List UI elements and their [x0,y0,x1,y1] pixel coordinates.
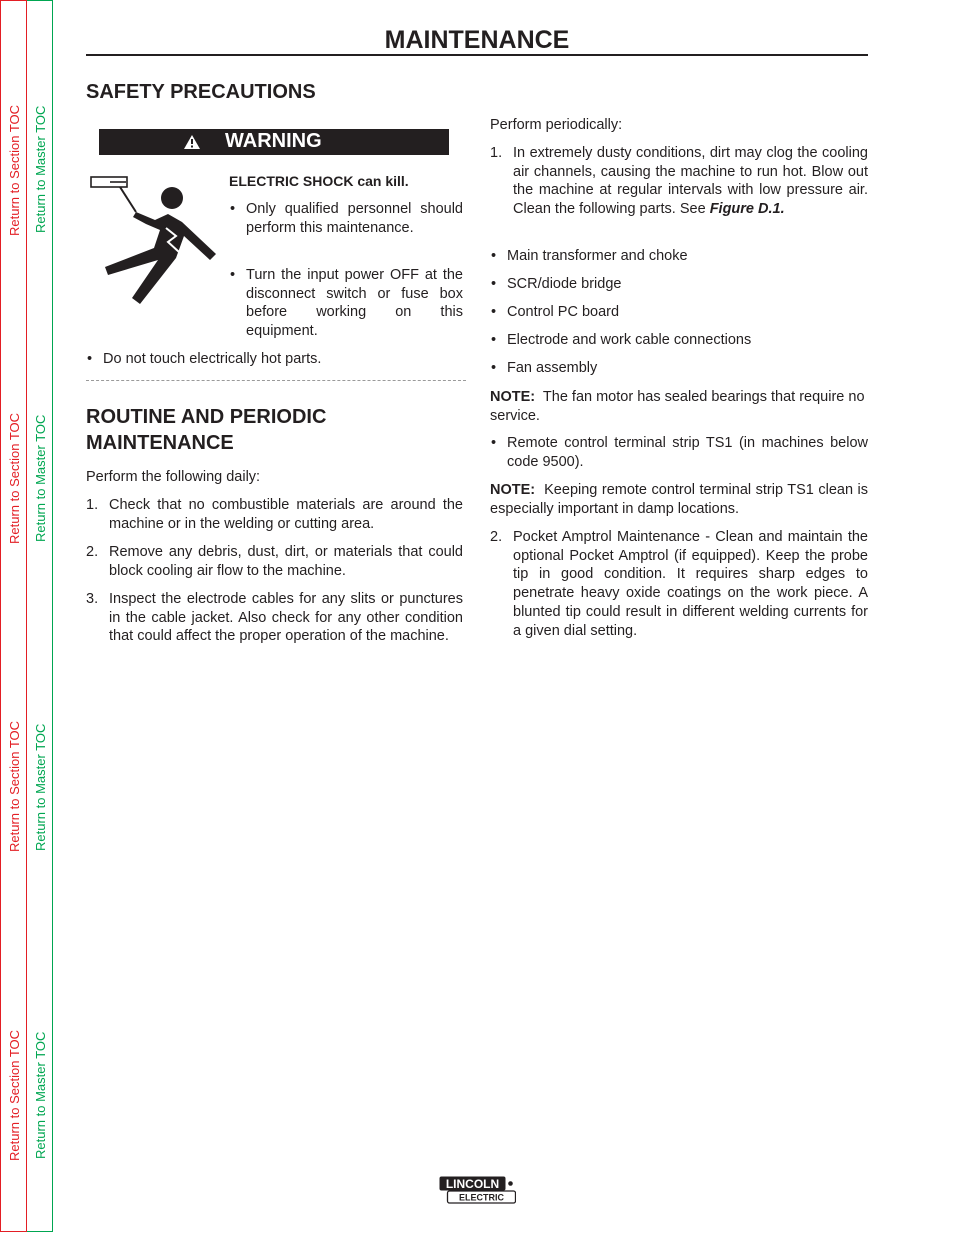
routine-heading-line-2: MAINTENANCE [86,432,234,454]
note-1-label: NOTE: [490,389,536,405]
daily-item-1-text: Check that no combustible materials are around the machine or in the welding or cutting area. [109,497,463,532]
bullet-dot: • [491,276,497,292]
periodic-item-1 [490,144,868,219]
note-1-text: The fan motor has sealed bearings that require no service. [490,389,865,424]
daily-item-2-text: Remove any debris, dust, dirt, or materials that could block cooling air flow to the machine. [109,544,463,579]
part-item-2-text: SCR/diode bridge [507,276,622,292]
note-2-label: NOTE: [490,482,536,498]
part-item-3-text: Control PC board [507,304,620,320]
note-fan-motor [490,388,868,425]
note-2-text: Keeping remote control terminal strip TS1 clean is especially important in damp locations. [490,482,869,517]
periodic-item-2-text: Pocket Amptrol Maintenance - Clean and maintain the optional Pocket Amptrol (if equipped). Keep the probe tip in good condition. It requires sharp edges to penetrate heavy oxide coatings on the work piece. A blunted tip could result in different welding currents for a given dial setting. [513,529,868,639]
safety-bullet-2 [229,266,463,341]
safety-bullet-3 [86,350,463,369]
return-to-section-toc-link-2[interactable]: Return to Section TOC [7,412,22,544]
return-to-master-toc-link-3[interactable]: Return to Master TOC [33,723,48,851]
daily-item-3-text: Inspect the electrode cables for any slits or punctures in the cable jacket. Also check for any other condition that could affect the proper operation of the machine. [109,591,463,645]
electric-shock-hazard-icon [88,172,228,307]
remote-terminal-bullet [490,434,868,471]
safety-precautions-heading: SAFETY PRECAUTIONS [86,81,316,103]
part-item-3 [490,303,867,322]
return-to-section-toc-link-3[interactable]: Return to Section TOC [7,720,22,852]
periodic-item-1-number: 1. [490,145,503,161]
daily-item-2-number: 2. [86,544,99,560]
daily-item-1 [86,496,463,533]
bullet-dot: • [491,435,497,451]
periodic-item-2-number: 2. [490,529,503,545]
part-item-5-text: Fan assembly [507,360,598,376]
title-rule [86,54,868,56]
daily-item-2 [86,543,463,580]
daily-item-3 [86,590,463,646]
return-to-section-toc-link-1[interactable]: Return to Section TOC [7,104,22,236]
return-to-section-toc-link-4[interactable]: Return to Section TOC [7,1029,22,1161]
part-item-4 [490,331,867,350]
bullet-dot: • [491,248,497,264]
part-item-4-text: Electrode and work cable connections [507,332,752,348]
routine-maintenance-heading [86,404,466,456]
logo-lincoln-text: LINCOLN [445,1177,500,1191]
bullet-dot: • [230,201,236,217]
safety-bullet-1 [229,200,463,237]
remote-terminal-text: Remote control terminal strip TS1 (in machines below code 9500). [507,435,868,470]
periodic-item-2 [490,528,868,640]
bullet-dot: • [87,351,93,367]
lincoln-electric-logo [439,1176,516,1204]
figure-d1-reference[interactable]: Figure D.1. [709,201,785,218]
return-to-master-toc-link-1[interactable]: Return to Master TOC [33,105,48,233]
part-item-2 [490,275,867,294]
part-item-1 [490,247,867,266]
warning-triangle-icon [184,135,200,149]
safety-bullet-2-text: Turn the input power OFF at the disconnect switch or fuse box before working on this equipment. [246,267,463,340]
return-to-master-toc-link-4[interactable]: Return to Master TOC [33,1031,48,1159]
daily-intro: Perform the following daily: [86,469,261,485]
periodic-item-1-text: In extremely dusty conditions, dirt may clog the cooling air channels, causing the machine to run hot. Blow out the machine at regular intervals with low pressure air. Clean the following parts. See [513,145,868,218]
part-item-1-text: Main transformer and choke [507,248,688,264]
part-item-5 [490,359,867,378]
warning-label: WARNING [225,130,322,152]
warning-banner [99,129,449,155]
daily-item-3-number: 3. [86,591,99,607]
bullet-dot: • [230,267,236,283]
safety-bullet-1-text: Only qualified personnel should perform this maintenance. [246,201,463,236]
page-title: MAINTENANCE [384,26,570,54]
safety-bullet-3-text: Do not touch electrically hot parts. [103,351,322,367]
daily-item-1-number: 1. [86,497,99,513]
note-remote-terminal [490,481,868,518]
section-divider [86,380,466,381]
electric-shock-heading: ELECTRIC SHOCK can kill. [229,173,409,189]
routine-heading-line-1: ROUTINE AND PERIODIC [86,406,327,428]
return-to-master-toc-link-2[interactable]: Return to Master TOC [33,414,48,542]
bullet-dot: • [491,304,497,320]
logo-electric-text: ELECTRIC [459,1192,504,1203]
bullet-dot: • [491,360,497,376]
bullet-dot: • [491,332,497,348]
periodic-intro: Perform periodically: [490,117,623,133]
